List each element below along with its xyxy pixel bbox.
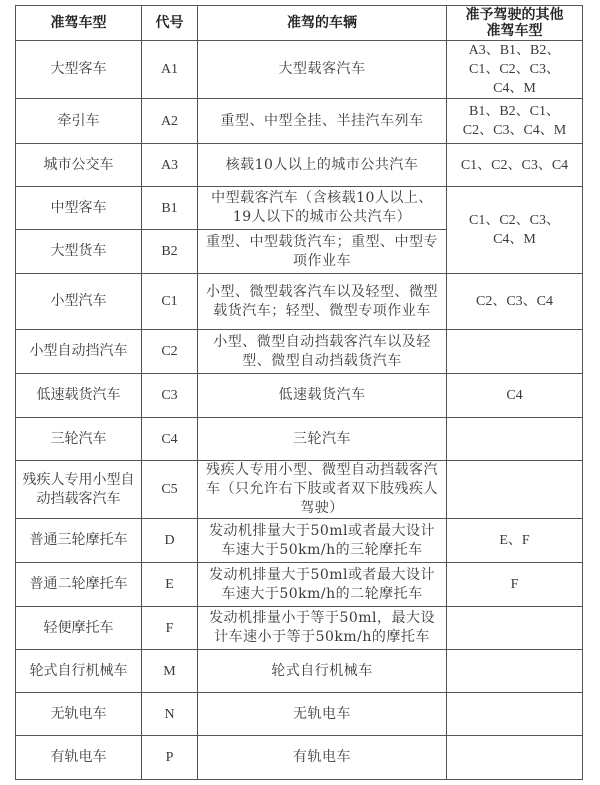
- license-code: C1: [142, 274, 198, 330]
- license-type: 普通二轮摩托车: [16, 563, 142, 607]
- table-row: [16, 519, 583, 563]
- license-type: 残疾人专用小型自动挡载客汽车: [16, 461, 142, 519]
- license-type: 小型汽车: [16, 274, 142, 330]
- license-type: 三轮汽车: [16, 418, 142, 461]
- license-type: 中型客车: [16, 187, 142, 230]
- license-code: M: [142, 650, 198, 693]
- table-row: [16, 418, 583, 461]
- license-code: C5: [142, 461, 198, 519]
- table-row: [16, 693, 583, 736]
- header-code: 代号: [142, 6, 198, 41]
- license-type: 城市公交车: [16, 144, 142, 187]
- other-permitted-types: C4: [447, 374, 583, 418]
- license-type: 低速载货汽车: [16, 374, 142, 418]
- permitted-vehicles: 中型载客汽车（含核载10人以上、19人以下的城市公共汽车）: [198, 187, 447, 230]
- header-row: [16, 6, 583, 41]
- header-permitted-vehicles: 准驾的车辆: [198, 6, 447, 41]
- permitted-vehicles: 小型、微型自动挡载客汽车以及轻型、微型自动挡载货汽车: [198, 330, 447, 374]
- permitted-vehicles: 发动机排量大于50ml或者最大设计车速大于50km/h的二轮摩托车: [198, 563, 447, 607]
- permitted-vehicles: 轮式自行机械车: [198, 650, 447, 693]
- table-row: [16, 41, 583, 99]
- permitted-vehicles: 低速载货汽车: [198, 374, 447, 418]
- license-code: A3: [142, 144, 198, 187]
- table-row: [16, 274, 583, 330]
- license-type: 普通三轮摩托车: [16, 519, 142, 563]
- table-row: [16, 461, 583, 519]
- license-code: N: [142, 693, 198, 736]
- permitted-vehicles: 重型、中型全挂、半挂汽车列车: [198, 99, 447, 144]
- table-row: [16, 99, 583, 144]
- header-other-line2: 准驾车型: [486, 23, 543, 39]
- driving-license-class-table: [15, 5, 583, 780]
- permitted-vehicles: 重型、中型载货汽车；重型、中型专项作业车: [198, 230, 447, 274]
- other-permitted-types: C2、C3、C4: [447, 274, 583, 330]
- header-other-permitted-types: [447, 6, 583, 41]
- other-permitted-types: [447, 418, 583, 461]
- permitted-vehicles: 大型载客汽车: [198, 41, 447, 99]
- other-permitted-types: E、F: [447, 519, 583, 563]
- permitted-vehicles: 有轨电车: [198, 736, 447, 780]
- license-code: C2: [142, 330, 198, 374]
- license-type: 无轨电车: [16, 693, 142, 736]
- license-code: C3: [142, 374, 198, 418]
- license-type: 大型货车: [16, 230, 142, 274]
- other-permitted-types: B1、B2、C1、C2、C3、C4、M: [447, 99, 583, 144]
- license-code: B1: [142, 187, 198, 230]
- other-permitted-types: A3、B1、B2、C1、C2、C3、C4、M: [447, 41, 583, 99]
- license-code: F: [142, 607, 198, 650]
- other-permitted-types: [447, 693, 583, 736]
- license-code: E: [142, 563, 198, 607]
- license-code: A2: [142, 99, 198, 144]
- table-row: [16, 187, 583, 230]
- permitted-vehicles: 无轨电车: [198, 693, 447, 736]
- other-permitted-types: [447, 736, 583, 780]
- table-row: [16, 607, 583, 650]
- other-permitted-types: [447, 330, 583, 374]
- license-type: 小型自动挡汽车: [16, 330, 142, 374]
- other-permitted-types: [447, 607, 583, 650]
- license-code: C4: [142, 418, 198, 461]
- permitted-vehicles: 发动机排量小于等于50ml，最大设计车速小于等于50km/h的摩托车: [198, 607, 447, 650]
- license-type: 牵引车: [16, 99, 142, 144]
- table-row: [16, 374, 583, 418]
- permitted-vehicles: 小型、微型载客汽车以及轻型、微型载货汽车；轻型、微型专项作业车: [198, 274, 447, 330]
- license-code: D: [142, 519, 198, 563]
- permitted-vehicles: 残疾人专用小型、微型自动挡载客汽车（只允许右下肢或者双下肢残疾人驾驶）: [198, 461, 447, 519]
- table-row: [16, 736, 583, 780]
- other-permitted-types: C1、C2、C3、C4: [447, 144, 583, 187]
- other-permitted-types: [447, 650, 583, 693]
- license-type: 轮式自行机械车: [16, 650, 142, 693]
- license-code: P: [142, 736, 198, 780]
- header-license-type: 准驾车型: [16, 6, 142, 41]
- license-code: B2: [142, 230, 198, 274]
- permitted-vehicles: 核载10人以上的城市公共汽车: [198, 144, 447, 187]
- license-type: 大型客车: [16, 41, 142, 99]
- license-type: 有轨电车: [16, 736, 142, 780]
- other-permitted-types: C1、C2、C3、C4、M: [447, 187, 583, 274]
- table-row: [16, 650, 583, 693]
- table-row: [16, 144, 583, 187]
- permitted-vehicles: 发动机排量大于50ml或者最大设计车速大于50km/h的三轮摩托车: [198, 519, 447, 563]
- table-row: [16, 330, 583, 374]
- permitted-vehicles: 三轮汽车: [198, 418, 447, 461]
- table-row: [16, 563, 583, 607]
- license-code: A1: [142, 41, 198, 99]
- header-other-line1: 准予驾驶的其他: [465, 7, 564, 23]
- license-type: 轻便摩托车: [16, 607, 142, 650]
- other-permitted-types: [447, 461, 583, 519]
- other-permitted-types: F: [447, 563, 583, 607]
